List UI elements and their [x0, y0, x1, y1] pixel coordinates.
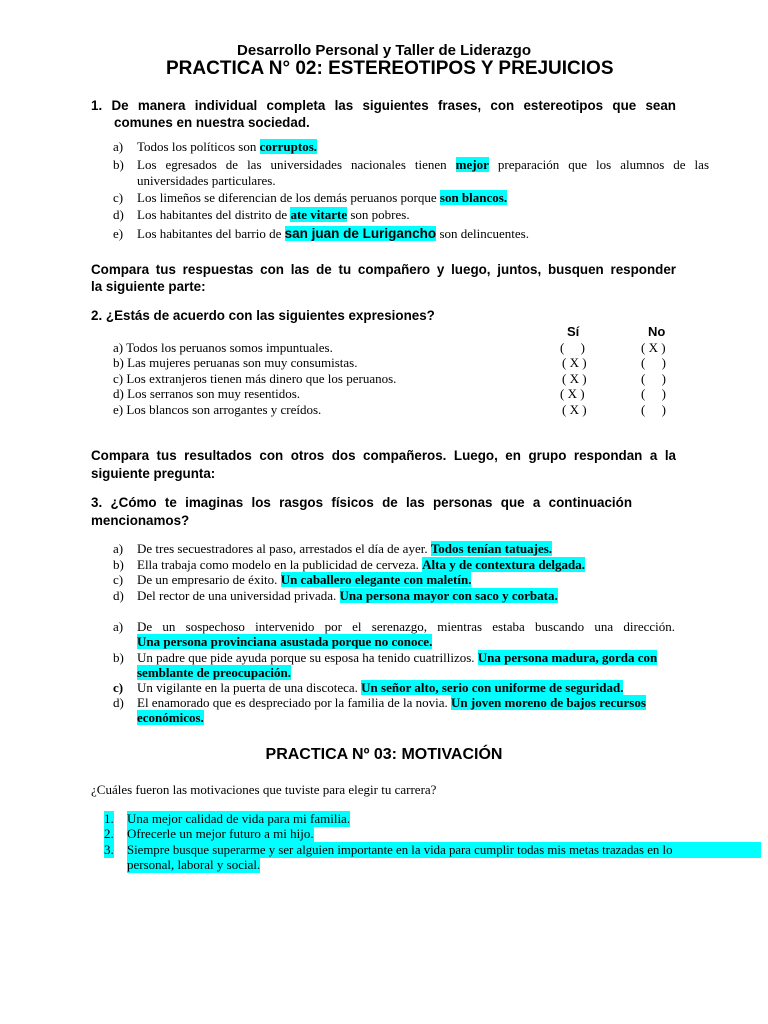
item-label: d)	[113, 695, 124, 710]
answer-highlight: Un caballero elegante con maletín.	[280, 572, 472, 587]
item-text: Los limeños se diferencian de los demás peruanos porque son blancos.	[137, 190, 508, 205]
item-label: a)	[113, 619, 124, 634]
item-text-line2: universidades particulares.	[137, 173, 276, 188]
column-no: No	[648, 324, 666, 339]
answer-highlight: san juan de Lurigancho	[284, 226, 437, 241]
no-mark: ( )	[641, 402, 666, 417]
item-label: c)	[113, 572, 124, 587]
answer-highlight: Una persona mayor con saco y corbata.	[339, 588, 558, 603]
item-label: a)	[113, 541, 124, 556]
yes-mark: ( X )	[562, 355, 587, 370]
compare-2-line1: Compara tus resultados con otros dos compañeros. Luego, en grupo respondan a la	[91, 448, 676, 463]
question-3-line1: 3. ¿Cómo te imaginas los rasgos físicos de las personas que a continuación	[91, 495, 632, 510]
compare-1-line1: Compara tus respuestas con las de tu compañero y luego, juntos, busquen responder	[91, 262, 676, 277]
item-text: Todos los políticos son corruptos.	[137, 139, 318, 154]
item-text-line2	[137, 665, 291, 681]
answer-text: Ofrecerle un mejor futuro a mi hijo.	[127, 826, 314, 841]
item-label: b)	[113, 650, 124, 665]
yes-mark: ( )	[560, 340, 585, 355]
answer-highlight: Una persona provinciana asustada porque no conoce.	[137, 634, 433, 649]
row-text: a) Todos los peruanos somos impuntuales.	[113, 340, 333, 355]
item-text-line2	[137, 710, 204, 726]
row-text: c) Los extranjeros tienen más dinero que los peruanos.	[113, 371, 397, 386]
no-mark: ( X )	[641, 340, 666, 355]
yes-mark: ( X )	[560, 386, 585, 401]
answer-highlight: son blancos.	[439, 190, 508, 205]
course-title: Desarrollo Personal y Taller de Liderazgo	[237, 42, 531, 59]
item-text: Los habitantes del barrio de san juan de Lurigancho son delincuentes.	[137, 226, 529, 241]
yes-mark: ( X )	[562, 371, 587, 386]
column-yes: Sí	[567, 324, 580, 339]
item-text: El enamorado que es despreciado por la familia de la novia. Un joven moreno de bajos recursos	[137, 695, 646, 710]
item-text: De un empresario de éxito. Un caballero elegante con maletín.	[137, 572, 472, 587]
answer-number: 3.	[104, 842, 114, 857]
answer-highlight: Un señor alto, serio con uniforme de seguridad.	[361, 680, 624, 695]
practice-02-title: PRACTICA N° 02: ESTEREOTIPOS Y PREJUICIOS	[166, 58, 614, 79]
no-mark: ( )	[641, 386, 666, 401]
compare-2-line2: siguiente pregunta:	[91, 466, 216, 481]
item-text: Los habitantes del distrito de ate vitarte son pobres.	[137, 207, 410, 222]
answer-highlight: semblante de preocupación.	[137, 665, 291, 680]
item-text: Ella trabaja como modelo en la publicidad de cerveza. Alta y de contextura delgada.	[137, 557, 586, 572]
answer-highlight: corruptos.	[259, 139, 318, 154]
yes-mark: ( X )	[562, 402, 587, 417]
answer-number: 2.	[104, 826, 114, 841]
answer-text: Una mejor calidad de vida para mi familia.	[127, 811, 351, 826]
row-text: b) Las mujeres peruanas son muy consumistas.	[113, 355, 358, 370]
item-text: Los egresados de las universidades nacionales tienen mejor preparación que los alumnos de las	[137, 157, 710, 172]
no-mark: ( )	[641, 355, 666, 370]
question-1-line1: 1. De manera individual completa las siguientes frases, con estereotipos que sean	[91, 98, 676, 113]
answer-highlight: Un joven moreno de bajos recursos	[451, 695, 646, 710]
question-3-line2: mencionamos?	[91, 513, 190, 528]
item-label: c)	[113, 190, 124, 205]
compare-1-line2: la siguiente parte:	[91, 279, 206, 294]
row-text: e) Los blancos son arrogantes y creídos.	[113, 402, 322, 417]
item-label: a)	[113, 139, 124, 154]
answer-highlight: económicos.	[137, 710, 204, 725]
no-mark: ( )	[641, 371, 666, 386]
item-label: b)	[113, 157, 124, 172]
answer-highlight: Todos tenían tatuajes.	[430, 541, 553, 556]
item-label: b)	[113, 557, 124, 572]
answer-text: Siempre busque superarme y ser alguien importante en la vida para cumplir todas mis metas trazadas en lo	[127, 842, 761, 858]
item-text: Un vigilante en la puerta de una discoteca. Un señor alto, serio con uniforme de seguridad.	[137, 680, 624, 695]
item-text: De un sospechoso intervenido por el serenazgo, mientras estaba buscando una dirección.	[137, 619, 675, 634]
question-1-line2: comunes en nuestra sociedad.	[114, 115, 310, 130]
answer-highlight: Una persona madura, gorda con	[477, 650, 658, 665]
answer-number: 1.	[104, 811, 114, 826]
answer-text-line2: personal, laboral y social.	[127, 857, 261, 872]
item-text: Un padre que pide ayuda porque su esposa ha tenido cuatrillizos. Una persona madura, gorda con	[137, 650, 658, 665]
item-label: c)	[113, 680, 124, 695]
item-label: d)	[113, 207, 124, 222]
row-text: d) Los serranos son muy resentidos.	[113, 386, 301, 401]
answer-highlight: Alta y de contextura delgada.	[422, 557, 586, 572]
item-text: Del rector de una universidad privada. Una persona mayor con saco y corbata.	[137, 588, 558, 603]
item-label: d)	[113, 588, 124, 603]
practice-03-title: PRACTICA Nº 03: MOTIVACIÓN	[265, 746, 503, 763]
answer-highlight: mejor	[455, 157, 489, 172]
question-2: 2. ¿Estás de acuerdo con las siguientes expresiones?	[91, 308, 435, 323]
item-text: De tres secuestradores al paso, arrestados el día de ayer. Todos tenían tatuajes.	[137, 541, 553, 556]
motivation-question: ¿Cuáles fueron las motivaciones que tuviste para elegir tu carrera?	[91, 782, 437, 797]
item-label: e)	[113, 226, 124, 241]
answer-highlight: ate vitarte	[290, 207, 348, 222]
item-text-line2	[137, 634, 432, 650]
